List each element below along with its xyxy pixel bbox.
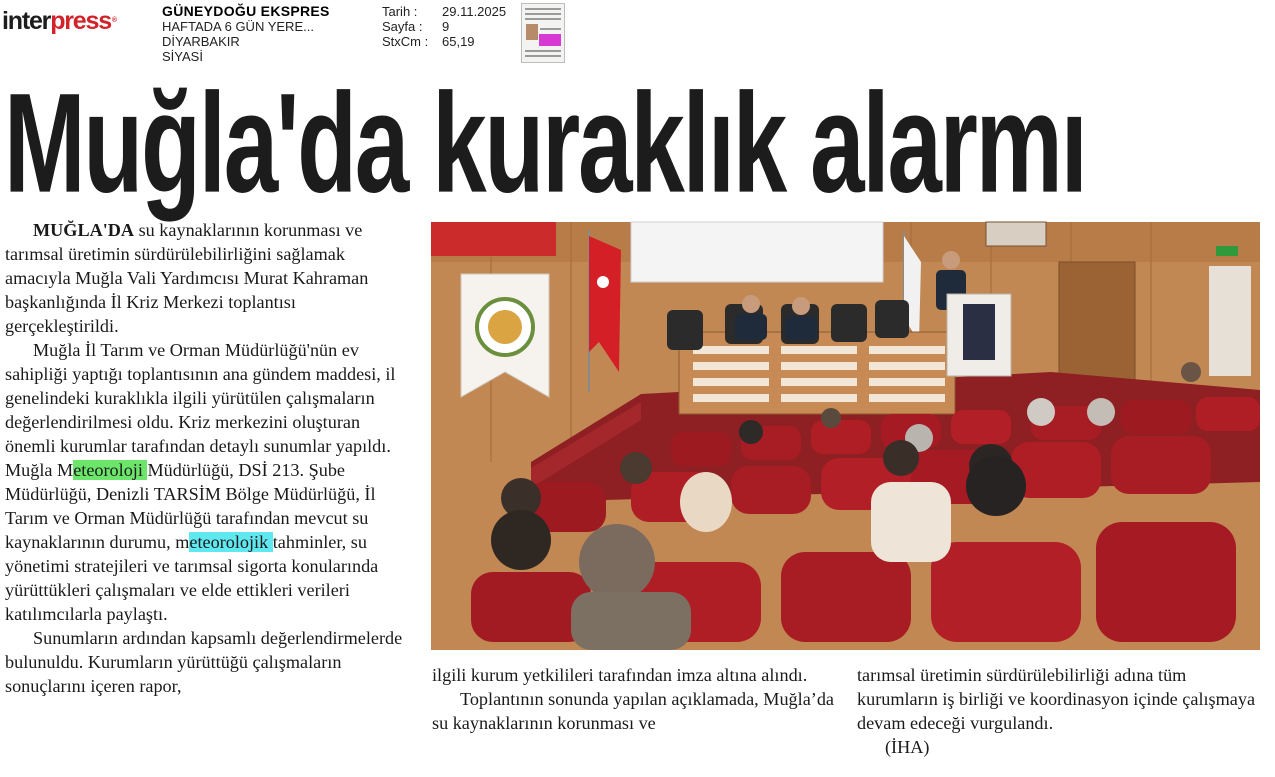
article-column-3	[857, 663, 1267, 759]
highlight-meteorolojik: eteorolojik	[189, 532, 273, 552]
publication-info	[162, 4, 330, 64]
info-date: Tarih : 29.11.2025	[382, 4, 507, 19]
publication-category: SİYASİ	[162, 49, 203, 64]
paragraph-1: MUĞLA'DA su kaynaklarının korunması ve tarımsal üretimin sürdürülebilirliğini sağlamak amacıyla Muğla Vali Yardımcısı Murat Kahraman başkanlığında İl Kriz Merkezi toplantısı gerçekleştirildi.	[5, 220, 369, 336]
info-page: Sayfa : 9	[382, 19, 450, 34]
publication-city: DİYARBAKIR	[162, 34, 240, 49]
paragraph-6: tarımsal üretimin sürdürülebilirliği adına tüm kurumların iş birliği ve koordinasyon içinde çalışmaya devam edeceği vurgulandı.	[857, 665, 1256, 733]
paragraph-4: ilgili kurum yetkilileri tarafından imza altına alındı.	[432, 665, 808, 685]
clipping-info	[382, 4, 506, 49]
paragraph-2: Muğla İl Tarım ve Orman Müdürlüğü'nün ev sahipliği yaptığı toplantısının ana gündem maddesi, il genelindeki kuraklıkla ilgili yürütülen çalışmaların değerlendirilmesi oldu. Kriz merkezini oluşturan önemli kurumlar tarafından detaylı sunumlar yapıldı. Muğla Meteoroloji Müdürlüğü, DSİ 213. Şube Müdürlüğü, Denizli TARSİM Bölge Müdürlüğü, İl Tarım ve Orman Müdürlüğü tarafından mevcut su kaynaklarının durumu, meteorolojik tahminler, su yönetimi stratejileri ve tarımsal sigorta konularında yürüttükleri çalışmaları ve elde ettikleri verileri katılımcılarla paylaştı.	[5, 340, 396, 624]
publication-frequency: HAFTADA 6 GÜN YERE...	[162, 19, 314, 34]
news-agency-credit: (İHA)	[885, 737, 930, 757]
article-headline: Muğla'da kuraklık alarmı	[4, 63, 1086, 222]
info-column-cm: StxCm : 65,19	[382, 34, 475, 49]
lead-word: MUĞLA'DA	[33, 220, 135, 240]
interpress-logo: interpress®	[2, 7, 116, 35]
paragraph-5: Toplantının sonunda yapılan açıklamada, Muğla’da su kaynaklarının korunması ve	[432, 689, 834, 733]
article-column-1	[5, 218, 413, 698]
page-thumbnail[interactable]	[521, 3, 565, 63]
article-column-2	[432, 663, 842, 735]
paragraph-3: Sunumların ardından kapsamlı değerlendirmelerde bulunuldu. Kurumların yürüttüğü çalışmaların sonuçlarını içeren rapor,	[5, 628, 403, 696]
publication-name: GÜNEYDOĞU EKSPRES	[162, 3, 330, 19]
meeting-photo	[431, 222, 1260, 650]
highlight-meteoroloji: eteoroloji	[73, 460, 148, 480]
